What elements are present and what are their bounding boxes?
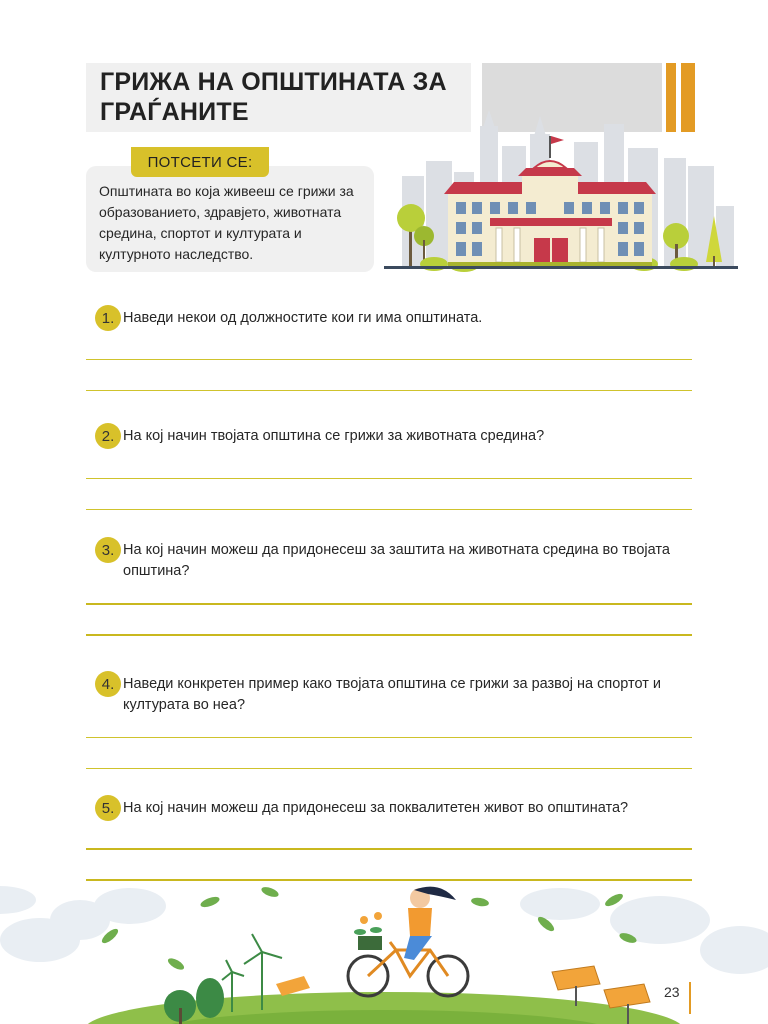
answer-line[interactable] <box>86 634 692 636</box>
answer-line[interactable] <box>86 359 692 360</box>
page-number-bar <box>689 982 691 1014</box>
answer-line[interactable] <box>86 848 692 850</box>
page-title: ГРИЖА НА ОПШТИНАТА ЗА ГРАЃАНИТЕ <box>100 68 447 126</box>
page-number: 23 <box>664 984 680 1000</box>
question-text: На кој начин можеш да придонесеш за заштита на животната средина во твојата општина? <box>123 542 670 579</box>
question-number: 3. <box>95 537 121 563</box>
question-text: Наведи некои од должностите кои ги има општината. <box>123 310 483 326</box>
answer-line[interactable] <box>86 768 692 769</box>
question-number: 1. <box>95 305 121 331</box>
eco-cyclist-illustration <box>0 880 768 1024</box>
question-number: 2. <box>95 423 121 449</box>
reminder-label: ПОТСЕТИ СЕ: <box>131 147 269 177</box>
answer-line[interactable] <box>86 478 692 479</box>
reminder-text: Општината во која живееш се грижи за образованието, здравјето, животната средина, спортот и културата и културното наследство. <box>99 183 354 262</box>
answer-line[interactable] <box>86 603 692 605</box>
question-number: 5. <box>95 795 121 821</box>
question-text: На кој начин твојата општина се грижи за животната средина? <box>123 428 545 444</box>
question-number: 4. <box>95 671 121 697</box>
city-hall-illustration <box>384 106 738 274</box>
answer-line[interactable] <box>86 737 692 738</box>
answer-line[interactable] <box>86 390 692 391</box>
question-text: На кој начин можеш да придонесеш за поквалитетен живот во општината? <box>123 800 629 816</box>
answer-line[interactable] <box>86 509 692 510</box>
question-text: Наведи конкретен пример како твојата општина се грижи за развој на спортот и културата во неа? <box>123 676 662 713</box>
